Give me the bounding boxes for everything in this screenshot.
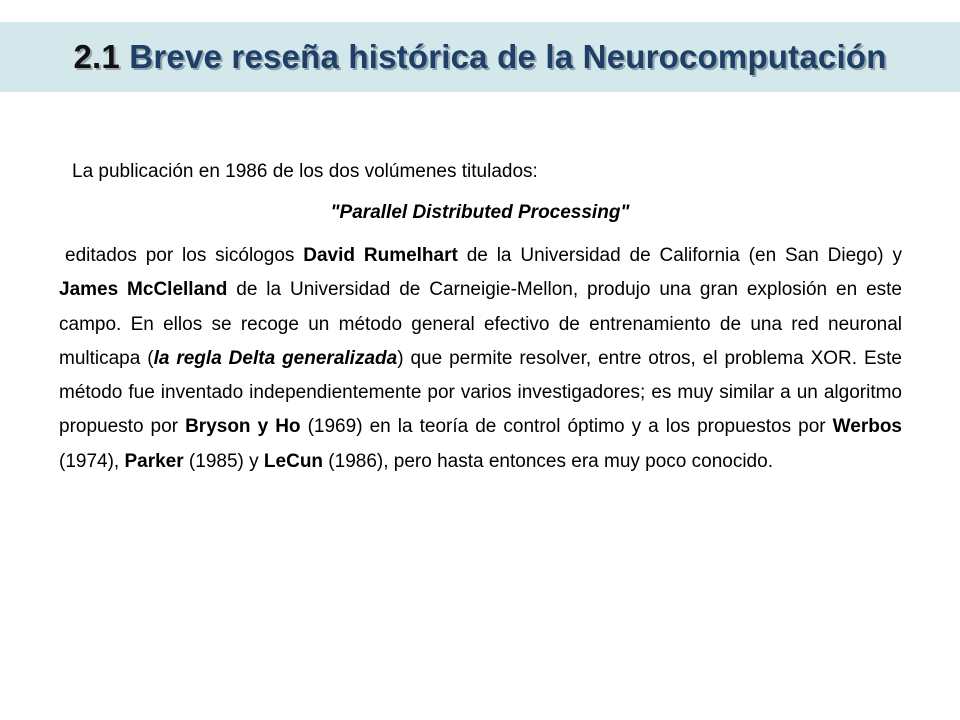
paragraph-text-8: (1986), pero hasta entonces era muy poco conocido. <box>323 450 773 472</box>
body-paragraph <box>59 239 902 479</box>
intro-text: La publicación en 1986 de los dos volúmenes titulados: <box>72 161 538 182</box>
name-james-mcclelland: James McClelland <box>59 279 228 301</box>
rule-name: la regla Delta generalizada <box>153 347 398 369</box>
paragraph-text-2: de la Universidad de California (en San Diego) y <box>457 245 903 266</box>
name-lecun: LeCun <box>263 450 324 472</box>
name-david-rumelhart: David Rumelhart <box>303 245 458 266</box>
slide-title <box>0 22 960 92</box>
name-parker: Parker <box>124 450 184 472</box>
paragraph-text-6: (1974), <box>59 450 125 472</box>
paragraph-text-5: (1969) en la teoría de control óptimo y a los propuestos por <box>300 416 833 438</box>
name-werbos: Werbos <box>832 416 902 438</box>
paragraph-text-4: ) que permite resolver, entre otros, el problema XOR. Este método fue inventado independientemente por varios investigadores; es muy similar a un algoritmo propuesto por <box>59 347 902 438</box>
name-bryson-ho: Bryson y Ho <box>185 416 301 438</box>
paragraph-text-1: editados por los sicólogos <box>65 245 304 266</box>
title-bar <box>0 22 960 92</box>
book-title: "Parallel Distributed Processing" <box>330 202 630 223</box>
paragraph-text-3: de la Universidad de Carneigie-Mellon, produjo una gran explosión en este campo. En ellos se recoge un método general efectivo de entrenamiento de una red neuronal multicapa ( <box>59 279 902 369</box>
paragraph-text-7: (1985) y <box>183 450 264 472</box>
title-text: Breve reseña histórica de la Neurocomputación <box>129 38 887 75</box>
title-number: 2.1 <box>73 38 120 75</box>
